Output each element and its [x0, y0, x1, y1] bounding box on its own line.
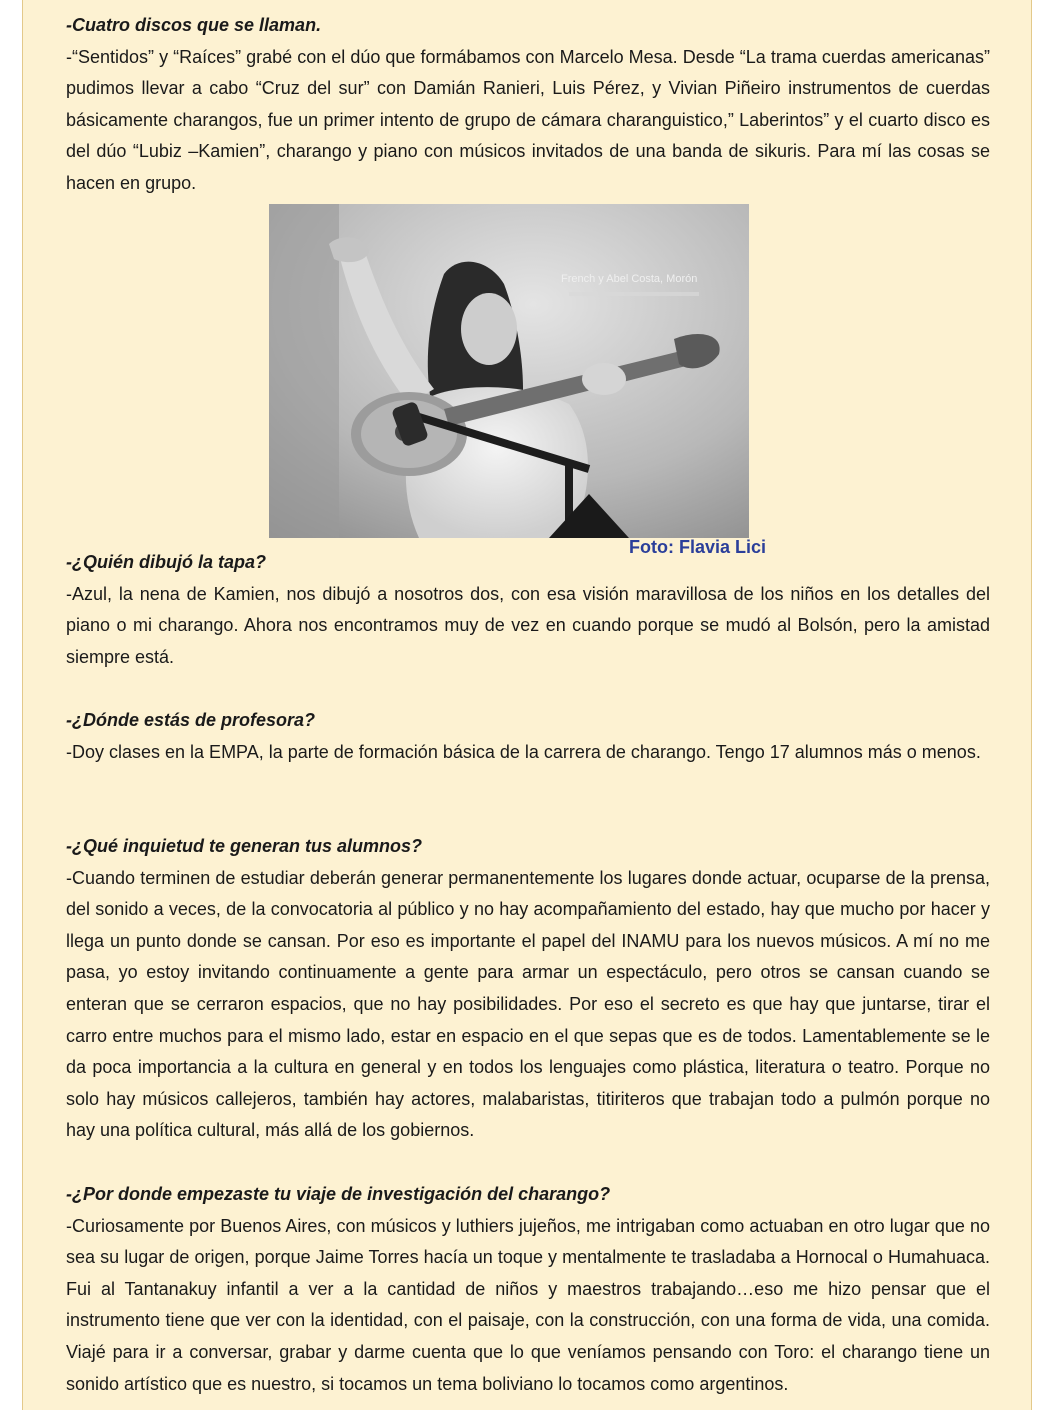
section-profesora — [66, 705, 990, 768]
question-heading: -¿Qué inquietud te generan tus alumnos? — [66, 836, 423, 856]
question-heading: -¿Dónde estás de profesora? — [66, 710, 316, 730]
question-heading: -¿Por donde empezaste tu viaje de investigación del charango? — [66, 1184, 611, 1204]
photo-caption: Foto: Flavia Lici — [629, 537, 767, 557]
answer-paragraph: -Cuando terminen de estudiar deberán generar permanentemente los lugares donde actuar, ocuparse de la prensa, del sonido a veces, de la convocatoria al público y no hay acompañamiento del estado, hay que mucho por hacer y llega un punto donde se cansan. Por eso es importante el papel del INAMU para los nuevos músicos. A mí no me pasa, yo estoy invitando continuamente a gente para armar un espectáculo, pero otros se cansan cuando se enteran que se cerraron espacios, que no hay posibilidades. Por eso el secreto es que hay que juntarse, tirar el carro entre muchos para el mismo lado, estar en espacio en el que sepas que es de todos. Lamentablemente se le da poca importancia a la cultura en general y en todos los lenguajes como plástica, literatura o teatro. Porque no solo hay músicos callejeros, también hay actores, malabaristas, titiriteros que trabajan todo a pulmón porque no hay una política cultural, más allá de los gobiernos. — [66, 867, 990, 1141]
question-heading: -¿Quién dibujó la tapa? — [66, 552, 266, 572]
photo-backdrop-text: French y Abel Costa, Morón — [561, 273, 698, 285]
section-tapa — [66, 547, 990, 673]
section-viaje — [66, 1179, 990, 1400]
section-discos — [66, 10, 990, 200]
answer-paragraph: -Doy clases en la EMPA, la parte de formación básica de la carrera de charango. Tengo 17 alumnos más o menos. — [66, 741, 981, 762]
question-heading: -Cuatro discos que se llaman. — [66, 15, 322, 35]
section-inquietud — [66, 831, 990, 1147]
answer-paragraph: -“Sentidos” y “Raíces” grabé con el dúo que formábamos con Marcelo Mesa. Desde “La trama cuerdas americanas” pudimos llevar a cabo “Cruz del sur” con Damián Ranieri, Luis Pérez, y Vivian Piñeiro instrumentos de cuerdas básicamente charangos, fue un primer intento de grupo de cámara charanguistico,” Laberintos” y el cuarto disco es del dúo “Lubiz –Kamien”, charango y piano con músicos invitados de una banda de sikuris. Para mí las cosas se hacen en grupo. — [66, 46, 990, 193]
answer-paragraph: -Azul, la nena de Kamien, nos dibujó a nosotros dos, con esa visión maravillosa de los niños en los detalles del piano o mi charango. Ahora nos encontramos muy de vez en cuando porque se mudó al Bolsón, pero la amistad siempre está. — [66, 583, 990, 667]
answer-paragraph: -Curiosamente por Buenos Aires, con músicos y luthiers jujeños, me intrigaban como actuaban en otro lugar que no sea su lugar de origen, porque Jaime Torres hacía un toque y mentalmente te trasladaba a Hornocal o Humahuaca. Fui al Tantanakuy infantil a ver a la cantidad de niños y maestros trabajando…eso me hizo pensar que el instrumento tiene que ver con la identidad, con el paisaje, con la construcción, con una forma de vida, una comida. Viajé para ir a conversar, grabar y darme cuenta que lo que veníamos pensando con Toro: el charango tiene un sonido artístico que es nuestro, si tocamos un tema boliviano lo tocamos como argentinos. — [66, 1215, 990, 1394]
performer-photo — [269, 204, 749, 538]
charango-player-image — [269, 204, 749, 538]
